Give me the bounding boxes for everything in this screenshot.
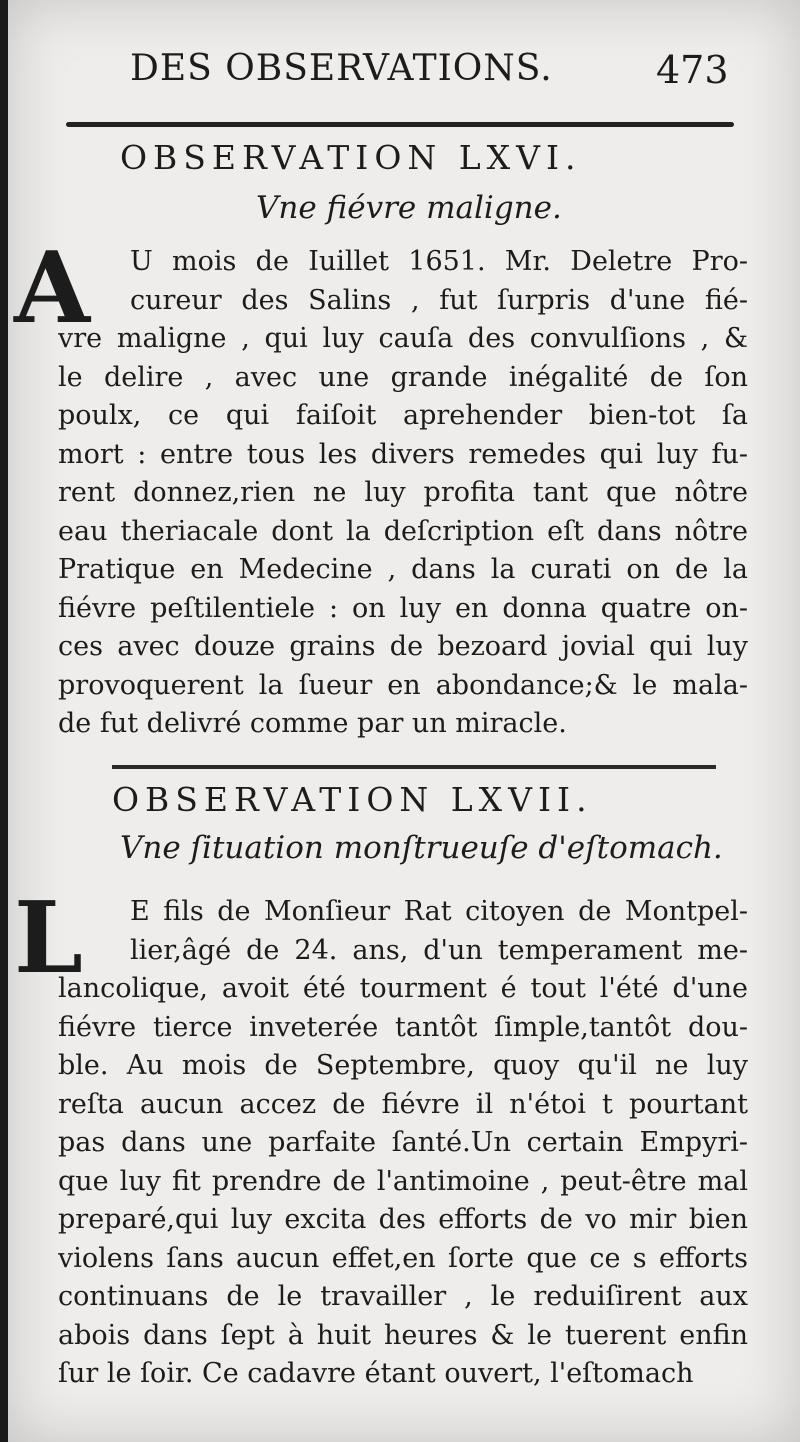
- text-line: fiévre peſtilentiele : on luy en donna quatre on-: [58, 592, 748, 624]
- running-head: DES OBSERVATIONS.: [130, 48, 553, 89]
- text-line: continuans de le travailler , le reduiſirent aux: [58, 1281, 748, 1312]
- observation-66-drop-cap: A: [14, 231, 91, 346]
- observation-67-drop-cap: L: [14, 881, 83, 996]
- text-line: ble. Au mois de Septembre, quoy qu'il ne luy: [58, 1050, 748, 1081]
- text-line: fiévre tierce inveterée tantôt ſimple,tantôt dou-: [58, 1011, 748, 1043]
- page-header: [8, 40, 800, 100]
- text-line: rent donnez,rien ne luy profita tant que nôtre: [58, 477, 748, 508]
- section-rule: [112, 765, 716, 769]
- text-line: U mois de Iuillet 1651. Mr. Deletre Pro-: [130, 246, 748, 277]
- text-line: E fils de Monſieur Rat citoyen de Montpel-: [130, 896, 748, 927]
- text-line: eau theriacale dont la deſcription eſt dans nôtre: [58, 515, 748, 547]
- text-line: reſta aucun accez de fiévre il n'étoi t pourtant: [58, 1088, 748, 1120]
- text-line: violens ſans aucun effet,en ſorte que ce s efforts: [58, 1242, 748, 1274]
- header-rule: [66, 122, 734, 127]
- text-line: vre maligne , qui luy cauſa des convulſions , &: [58, 323, 748, 354]
- book-page: [8, 0, 800, 1442]
- observation-66-title: OBSERVATION LXVI.: [120, 138, 582, 177]
- text-line: pas dans une parfaite ſanté.Un certain Empyri-: [58, 1127, 748, 1158]
- text-line: Pratique en Medecine , dans la curati on de la: [58, 554, 748, 585]
- observation-67-subtitle: Vne ſituation monſtrueuſe d'eſtomach.: [120, 830, 723, 866]
- text-line: abois dans ſept à huit heures & le tuerent enfin: [58, 1319, 748, 1351]
- observation-67-title: OBSERVATION LXVII.: [112, 780, 593, 819]
- observation-66-body: [58, 243, 748, 744]
- text-line: ces avec douze grains de bezoard jovial qui luy: [58, 631, 748, 662]
- text-line: que luy fit prendre de l'antimoine , peut-être mal: [58, 1165, 748, 1197]
- text-line: de fut delivré comme par un miracle.: [58, 708, 567, 739]
- text-line: mort : entre tous les divers remedes qui luy fu-: [58, 438, 748, 470]
- observation-66-subtitle: Vne fiévre maligne.: [256, 190, 562, 226]
- text-line: preparé,qui luy excita des efforts de vo mir bien: [58, 1204, 748, 1235]
- text-line: le delire , avec une grande inégalité de ſon: [58, 361, 748, 393]
- text-line: poulx, ce qui faiſoit aprehender bien-tot ſa: [58, 400, 748, 431]
- text-line: lier,âgé de 24. ans, d'un temperament me-: [130, 934, 748, 966]
- text-line: lancolique, avoit été tourment é tout l'été d'une: [58, 973, 748, 1004]
- text-line: provoquerent la ſueur en abondance;& le mala-: [58, 669, 748, 701]
- observation-67-body: [58, 893, 748, 1394]
- text-line: ſur le ſoir. Ce cadavre étant ouvert, l'eſtomach: [58, 1358, 694, 1389]
- text-line: cureur des Salins , fut ſurpris d'une fié-: [130, 284, 748, 316]
- page-number: 473: [656, 48, 729, 92]
